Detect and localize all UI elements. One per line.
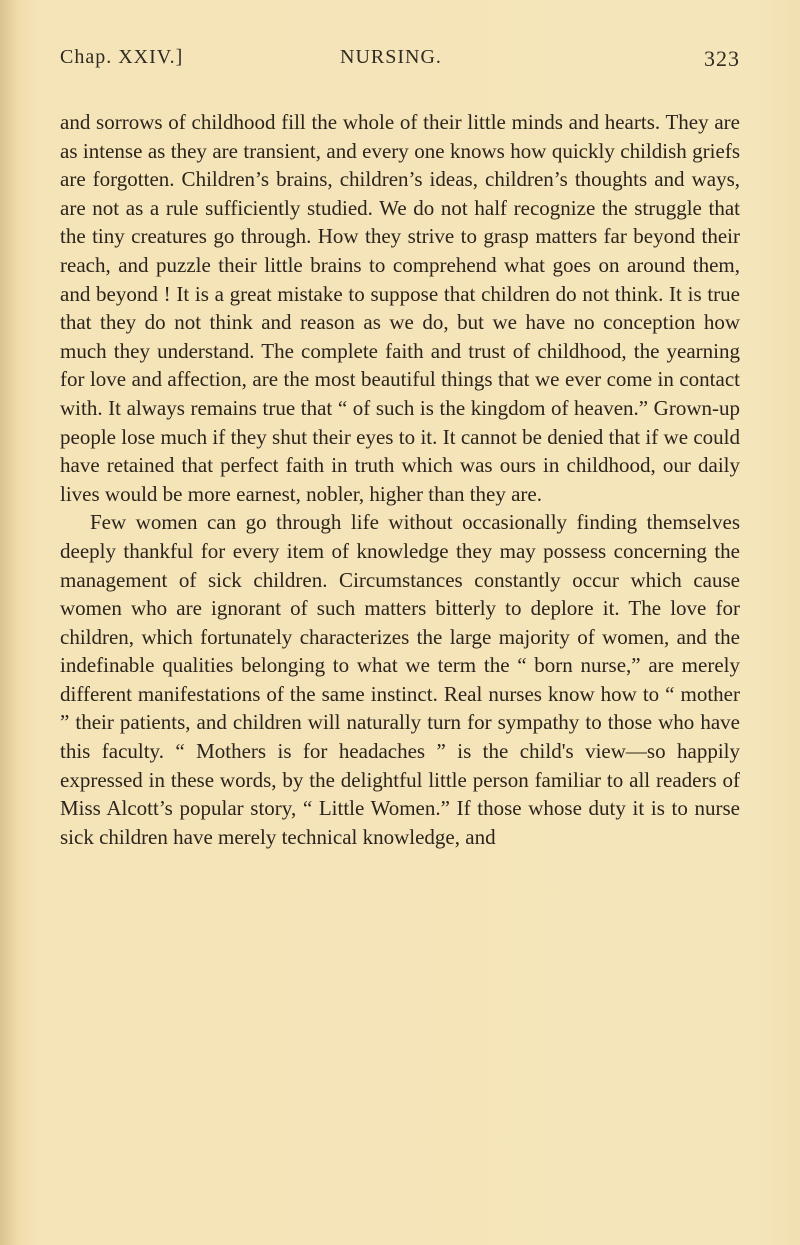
chapter-label: Chap. XXIV.] <box>60 46 184 68</box>
body-text <box>60 108 740 851</box>
paragraph-2: Few women can go through life without occasionally finding themselves deeply thankful for every item of knowledge they may possess concerning the management of sick children. Circumstances constantly occur which cause women who are ignorant of such matters bitterly to deplore it. The love for children, which fortunately characterizes the large majority of women, and the indefinable qualities belonging to what we term the “ born nurse,” are merely different manifestations of the same instinct. Real nurses know how to “ mother ” their patients, and children will naturally turn for sympathy to those who have this faculty. “ Mothers is for headaches ” is the child's view—so happily expressed in these words, by the delightful little person familiar to all readers of Miss Alcott’s popular story, “ Little Women.” If those whose duty it is to nurse sick children have merely technical knowledge, and <box>60 510 740 849</box>
paragraph-1: and sorrows of childhood fill the whole of their little minds and hearts. They are as intense as they are transient, and every one knows how quickly childish griefs are forgotten. Children’s brains, children’s ideas, children’s thoughts and ways, are not as a rule sufficiently studied. We do not half recognize the struggle that the tiny creatures go through. How they strive to grasp matters far beyond their reach, and puzzle their little brains to comprehend what goes on around them, and beyond ! It is a great mistake to suppose that children do not think. It is true that they do not think and reason as we do, but we have no conception how much they understand. The complete faith and trust of childhood, the yearning for love and affection, are the most beautiful things that we ever come in contact with. It always remains true that “ of such is the kingdom of heaven.” Grown-up people lose much if they shut their eyes to it. It cannot be denied that if we could have retained that perfect faith in truth which was ours in childhood, our daily lives would be more earnest, nobler, higher than they are. <box>60 110 740 506</box>
running-head <box>60 46 740 80</box>
page-number: 323 <box>704 46 740 71</box>
page-title: NURSING. <box>340 46 442 68</box>
